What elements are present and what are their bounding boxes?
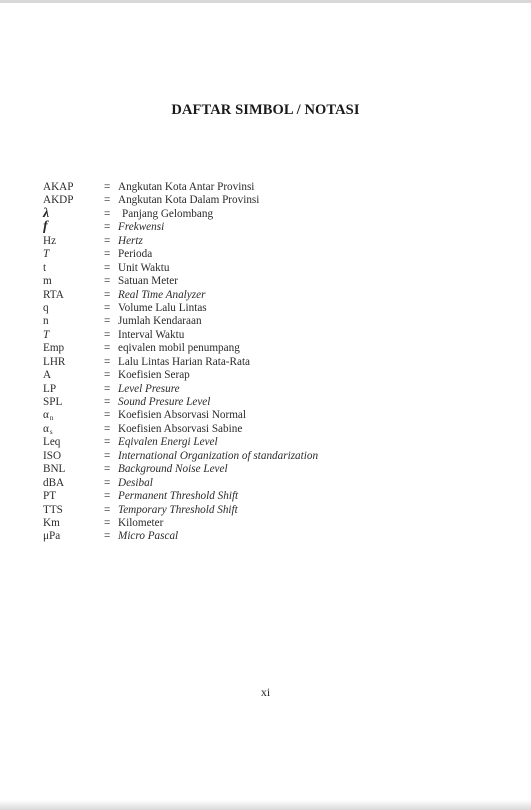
page-number: xi (260, 685, 271, 699)
symbol-description: Frekwensi (118, 221, 165, 234)
equals-sign: = (104, 194, 111, 207)
equals-sign: = (104, 207, 111, 220)
symbol-description: Volume Lalu Lintas (118, 301, 207, 314)
equals-sign: = (104, 221, 111, 234)
symbol-description: Jumlah Kendaraan (118, 315, 202, 328)
equals-sign: = (104, 396, 111, 408)
page-title: DAFTAR SIMBOL / NOTASI (171, 102, 360, 118)
symbol: AKAP (43, 181, 74, 193)
symbol: T (43, 248, 50, 261)
equals-sign: = (104, 261, 111, 274)
page-bottom-edge (0, 800, 531, 810)
equals-sign: = (104, 436, 111, 449)
symbol: RTA (43, 288, 64, 301)
equals-sign: = (104, 476, 111, 489)
equals-sign: = (104, 490, 111, 503)
page-top-edge (0, 0, 531, 3)
symbol: λ (43, 205, 50, 221)
symbol-description: Interval Waktu (118, 328, 185, 341)
symbol: LP (43, 382, 57, 395)
symbol-description: Permanent Threshold Shift (118, 490, 239, 503)
symbol: dBA (43, 476, 65, 489)
equals-sign: = (104, 355, 111, 368)
symbol-description: Real Time Analyzer (118, 288, 206, 301)
symbol: ISO (43, 449, 62, 462)
symbol: SPL (43, 396, 63, 408)
equals-sign: = (104, 503, 111, 516)
symbol-description: Background Noise Level (118, 463, 228, 476)
equals-sign: = (104, 369, 111, 382)
symbol-description: Angkutan Kota Antar Provinsi (118, 181, 255, 193)
equals-sign: = (104, 234, 111, 247)
equals-sign: = (104, 530, 111, 543)
symbol: Hz (43, 234, 57, 247)
equals-sign: = (104, 449, 111, 462)
symbol: n (43, 315, 49, 328)
symbol-description: Satuan Meter (118, 275, 178, 288)
symbol-description: Eqivalen Energi Level (118, 436, 218, 449)
symbol-description: Temporary Threshold Shift (118, 503, 238, 516)
symbol: PT (43, 490, 57, 503)
symbol: T (43, 328, 50, 341)
symbol: m (43, 275, 52, 288)
symbol: t (43, 261, 47, 274)
equals-sign: = (104, 288, 111, 301)
symbol-base: α (43, 422, 49, 435)
symbol: q (43, 301, 49, 314)
equals-sign: = (104, 301, 111, 314)
symbol-description: Koefisien Absorvasi Sabine (118, 422, 243, 435)
equals-sign: = (104, 422, 111, 435)
equals-sign: = (104, 315, 111, 328)
symbol-description: Angkutan Kota Dalam Provinsi (118, 194, 260, 207)
symbol: Emp (43, 342, 65, 355)
symbol-description: Hertz (118, 234, 143, 247)
symbol: AKDP (43, 194, 74, 207)
symbol: f (43, 219, 48, 235)
symbol-description: Sound Presure Level (118, 396, 211, 408)
symbol-description: Kilometer (118, 516, 164, 529)
symbol-subscript: n (49, 414, 54, 423)
symbol-description: eqivalen mobil penumpang (118, 342, 240, 355)
equals-sign: = (104, 382, 111, 395)
equals-sign: = (104, 342, 111, 355)
symbol-description: Desibal (118, 476, 153, 489)
symbol-description: Lalu Lintas Harian Rata-Rata (118, 355, 251, 368)
symbol-description: Perioda (118, 248, 153, 261)
equals-sign: = (104, 463, 111, 476)
symbol: μPa (43, 530, 61, 543)
symbol: Km (43, 516, 60, 529)
symbol: Leq (43, 436, 61, 449)
equals-sign: = (104, 275, 111, 288)
symbol-description: Level Presure (118, 382, 180, 395)
symbol: LHR (43, 355, 66, 368)
symbol: A (43, 369, 52, 382)
equals-sign: = (104, 248, 111, 261)
symbol-description: Panjang Gelombang (122, 207, 214, 220)
equals-sign: = (104, 409, 111, 422)
symbol: TTS (43, 503, 63, 516)
equals-sign: = (104, 181, 111, 193)
equals-sign: = (104, 328, 111, 341)
symbol-subscript: s (49, 427, 53, 436)
symbol-description: Micro Pascal (118, 530, 179, 543)
symbol-description: International Organization of standarization (118, 449, 319, 462)
symbol: BNL (43, 463, 66, 476)
symbol-description: Koefisien Absorvasi Normal (118, 409, 247, 422)
symbol-base: α (43, 409, 49, 422)
symbol-description: Unit Waktu (118, 261, 170, 274)
equals-sign: = (104, 516, 111, 529)
symbol-description: Koefisien Serap (118, 369, 190, 382)
